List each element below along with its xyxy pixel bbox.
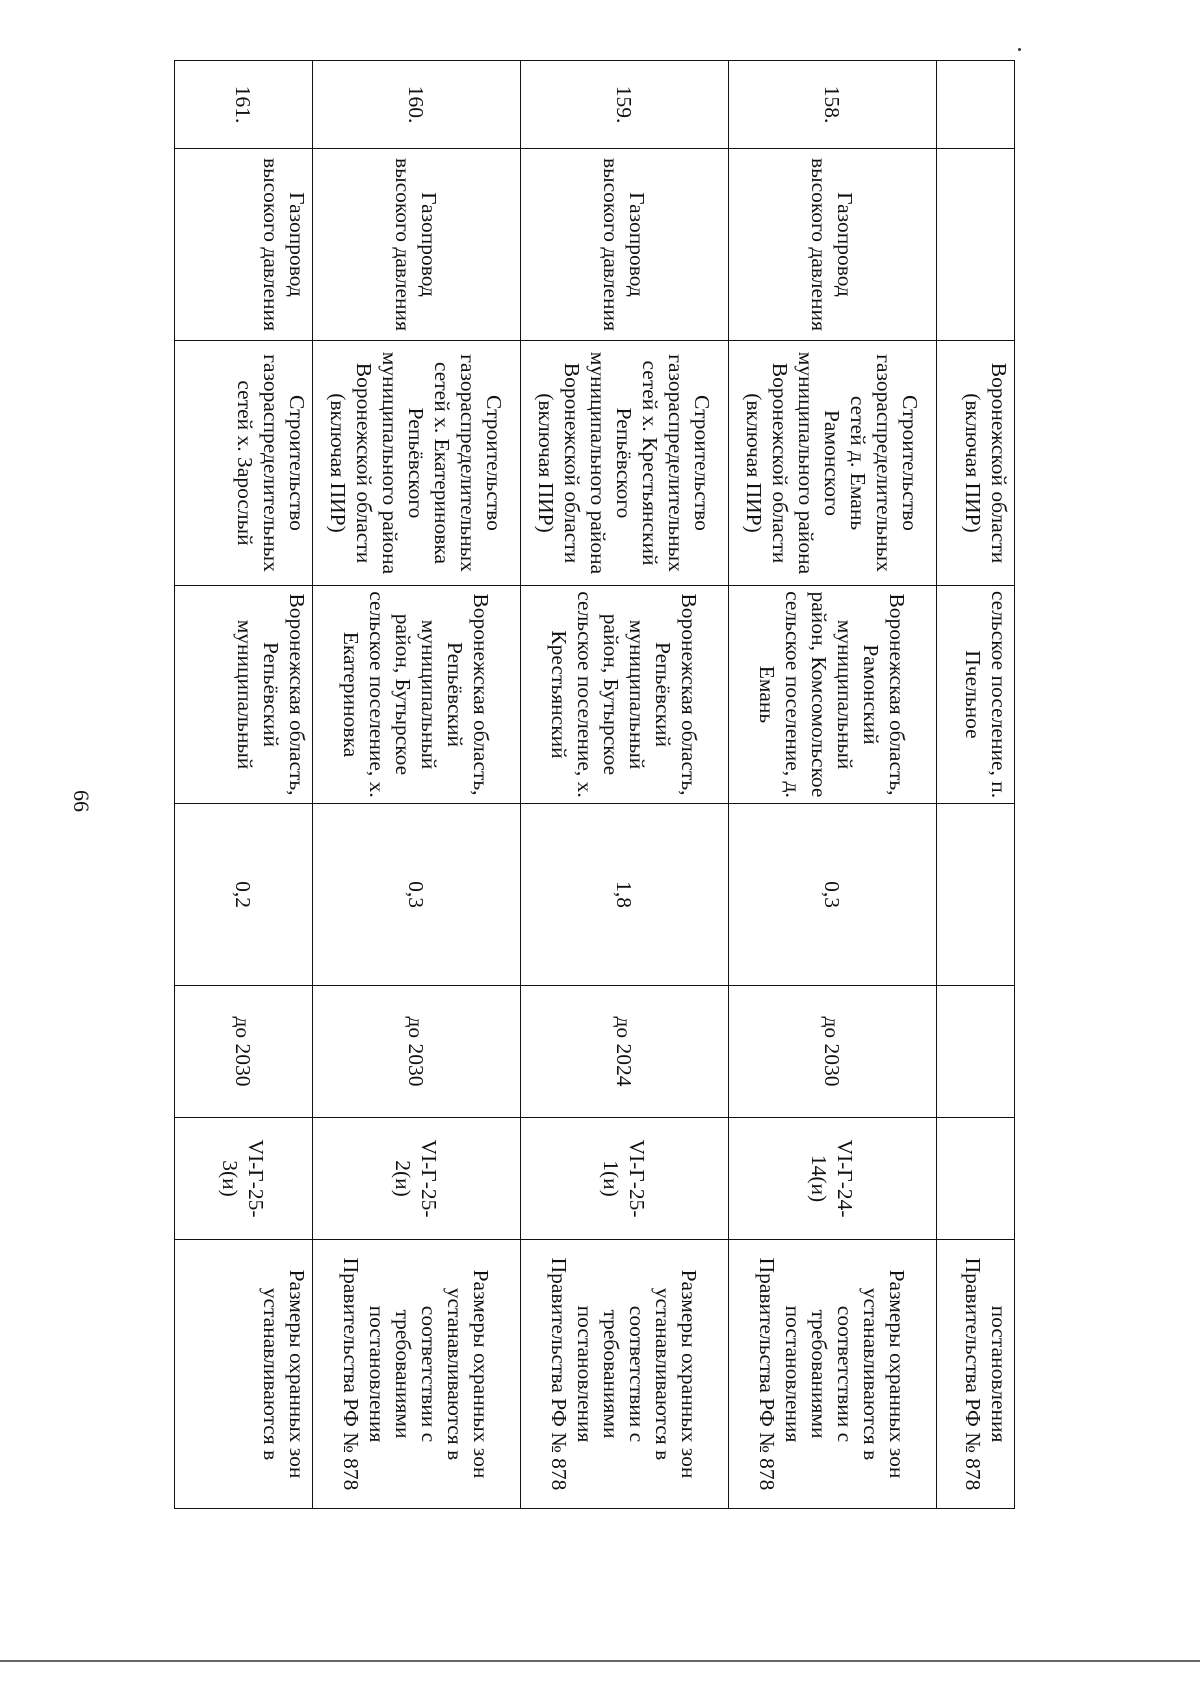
row-number: 158. xyxy=(729,61,937,149)
object-term: до 2030 xyxy=(729,986,937,1118)
object-length: 0,2 xyxy=(175,804,313,986)
rotated-table-container xyxy=(175,60,1015,1508)
row-number: 161. xyxy=(175,61,313,149)
gas-pipeline-table xyxy=(174,60,1015,1509)
object-location: Воронежская область, Рамонский муниципальный район, Комсомольское сельское поселение, д. Емань xyxy=(729,586,937,804)
object-code: VI-Г-25-2(и) xyxy=(313,1118,521,1240)
table-row xyxy=(175,61,313,1509)
object-location: Воронежская область, Репьёвский муниципальный район, Бутырское сельское поселение, х. Екатериновка xyxy=(313,586,521,804)
table-row xyxy=(937,61,1015,1509)
object-term: до 2030 xyxy=(313,986,521,1118)
object-type: Газопровод высокого давления xyxy=(729,149,937,341)
object-term xyxy=(937,986,1015,1118)
zone-requirements: Размеры охранных зон устанавливаются в соответствии с требованиями постановления Правительства РФ № 878 xyxy=(313,1240,521,1509)
scan-dot xyxy=(1018,48,1021,51)
object-type: Газопровод высокого давления xyxy=(175,149,313,341)
object-code: VI-Г-24-14(и) xyxy=(729,1118,937,1240)
page-number: 66 xyxy=(69,790,94,812)
object-type: Газопровод высокого давления xyxy=(313,149,521,341)
table-row xyxy=(729,61,937,1509)
object-name: Строительство газораспределительных сетей х. Крестьянский Репьёвского муниципального района Воронежской области (включая ПИР) xyxy=(521,341,729,586)
zone-requirements: постановления Правительства РФ № 878 xyxy=(937,1240,1015,1509)
object-code: VI-Г-25-1(и) xyxy=(521,1118,729,1240)
zone-requirements: Размеры охранных зон устанавливаются в соответствии с требованиями постановления Правительства РФ № 878 xyxy=(729,1240,937,1509)
object-length: 0,3 xyxy=(313,804,521,986)
table-row xyxy=(313,61,521,1509)
object-location: сельское поселение, п. Пчельное xyxy=(937,586,1015,804)
object-term: до 2024 xyxy=(521,986,729,1118)
zone-requirements: Размеры охранных зон устанавливаются в xyxy=(175,1240,313,1509)
object-length xyxy=(937,804,1015,986)
row-number: 160. xyxy=(313,61,521,149)
object-name: Строительство газораспределительных сетей х. Екатериновка Репьёвского муниципального района Воронежской области (включая ПИР) xyxy=(313,341,521,586)
object-name: Строительство газораспределительных сетей х. Зарослый xyxy=(175,341,313,586)
object-length: 1,8 xyxy=(521,804,729,986)
object-name: Строительство газораспределительных сетей д. Емань Рамонского муниципального района Воронежской области (включая ПИР) xyxy=(729,341,937,586)
object-type xyxy=(937,149,1015,341)
object-term: до 2030 xyxy=(175,986,313,1118)
object-location: Воронежская область, Репьёвский муниципальный район, Бутырское сельское поселение, х. Крестьянский xyxy=(521,586,729,804)
row-number xyxy=(937,61,1015,149)
object-location: Воронежская область, Репьёвский муниципальный xyxy=(175,586,313,804)
bottom-scan-edge xyxy=(0,1660,1200,1662)
table-row xyxy=(521,61,729,1509)
object-code: VI-Г-25-3(и) xyxy=(175,1118,313,1240)
zone-requirements: Размеры охранных зон устанавливаются в соответствии с требованиями постановления Правительства РФ № 878 xyxy=(521,1240,729,1509)
object-type: Газопровод высокого давления xyxy=(521,149,729,341)
object-length: 0,3 xyxy=(729,804,937,986)
object-name: Воронежской области (включая ПИР) xyxy=(937,341,1015,586)
row-number: 159. xyxy=(521,61,729,149)
object-code xyxy=(937,1118,1015,1240)
